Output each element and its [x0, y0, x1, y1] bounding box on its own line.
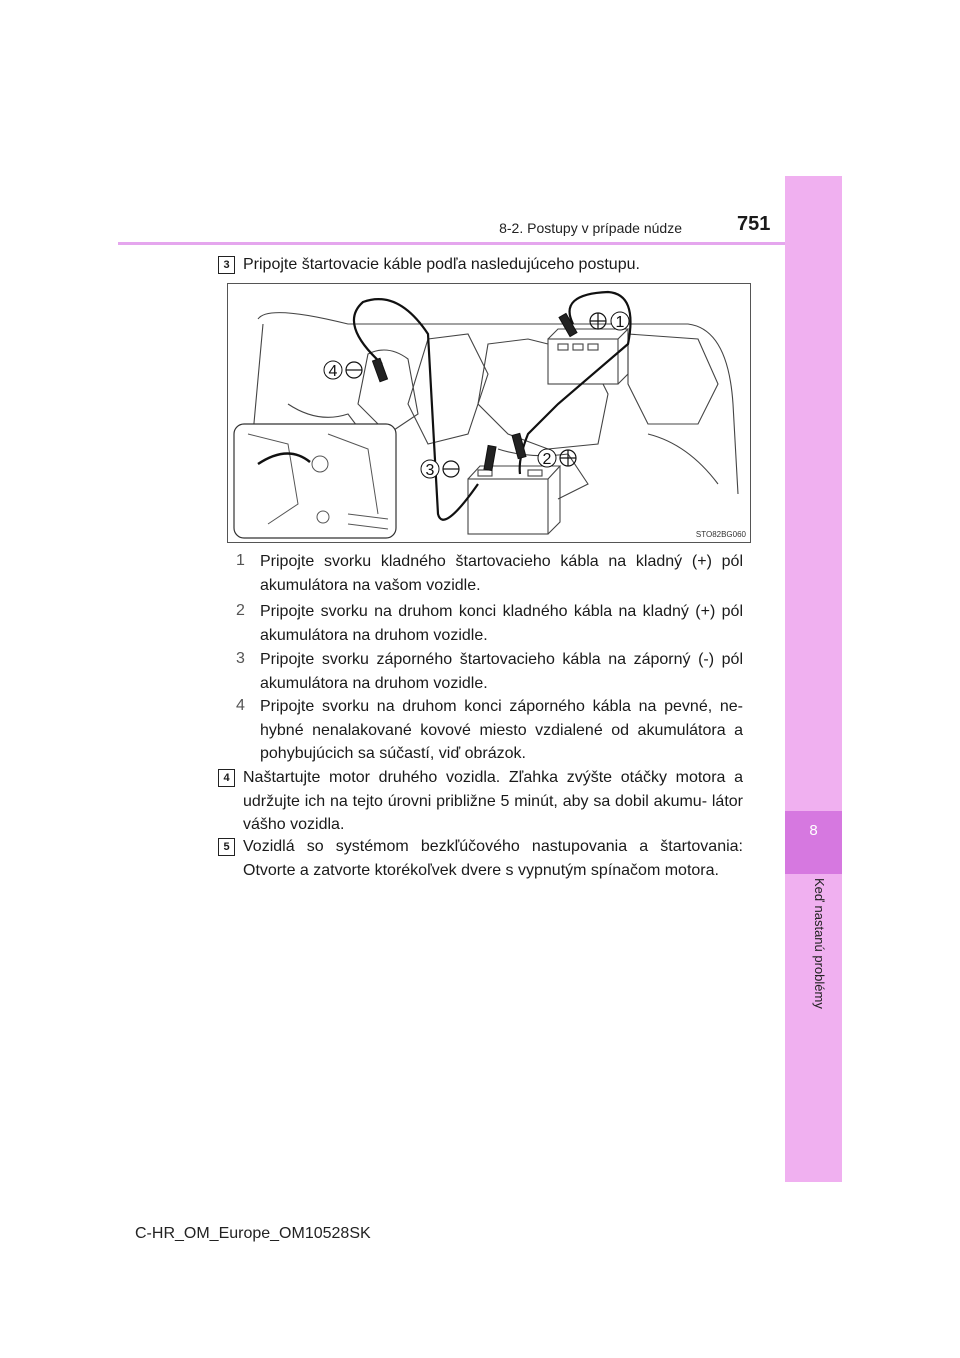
substep-4-text: Pripojte svorku na druhom konci záporného kábla na pevné, ne- hybné nenalakované kovové miesto vzdialené od akumulátora a pohybujúcich sa súčastí, viď obrázok.: [260, 698, 743, 762]
step-badge-4: 4: [218, 769, 235, 787]
page-number: 751: [737, 213, 771, 235]
document-id: C-HR_OM_Europe_OM10528SK: [135, 1225, 371, 1242]
chapter-number-tab[interactable]: [785, 811, 842, 874]
substep-2-text: Pripojte svorku na druhom konci kladného kábla na kladný (+) pól akumulátora na druhom vozidle.: [260, 603, 743, 644]
figure-code: STO82BG060: [695, 530, 746, 539]
step-4-text: Naštartujte motor druhého vozidla. Zľahka zvýšte otáčky motora a udržujte ich na tejto úrovni približne 5 minút, aby sa dobil akumu- látor vášho vozidla.: [243, 769, 743, 833]
substep-number-2: 2: [236, 602, 245, 619]
callout-4: 4: [328, 363, 338, 380]
substep-1-text: Pripojte svorku kladného štartovacieho kábla na kladný (+) pól akumulátora na vašom vozidle.: [260, 553, 743, 594]
substep-3-text: Pripojte svorku záporného štartovacieho kábla na záporný (-) pól akumulátora na druhom vozidle.: [260, 651, 743, 692]
step-badge-3: 3: [218, 256, 235, 274]
step-5-text: Vozidlá so systémom bezkľúčového nastupovania a štartovania: Otvorte a zatvorte ktorékoľvek dvere s vypnutým spínačom motora.: [243, 838, 743, 879]
callout-3: 3: [425, 462, 435, 479]
chapter-number: 8: [809, 822, 818, 839]
engine-bay-drawing: [228, 284, 750, 542]
step-3-text: Pripojte štartovacie káble podľa nasledujúceho postupu.: [243, 256, 640, 273]
chapter-title: Keď nastanú problémy: [812, 878, 827, 1009]
substep-number-4: 4: [236, 697, 245, 714]
step-badge-5: 5: [218, 838, 235, 856]
substep-number-1: 1: [236, 552, 245, 569]
jump-start-illustration: [227, 283, 751, 543]
callout-1: 1: [615, 314, 625, 331]
callout-2: 2: [542, 451, 552, 468]
substep-number-3: 3: [236, 650, 245, 667]
header-rule: [118, 242, 785, 245]
section-title: 8-2. Postupy v prípade núdze: [499, 220, 682, 236]
